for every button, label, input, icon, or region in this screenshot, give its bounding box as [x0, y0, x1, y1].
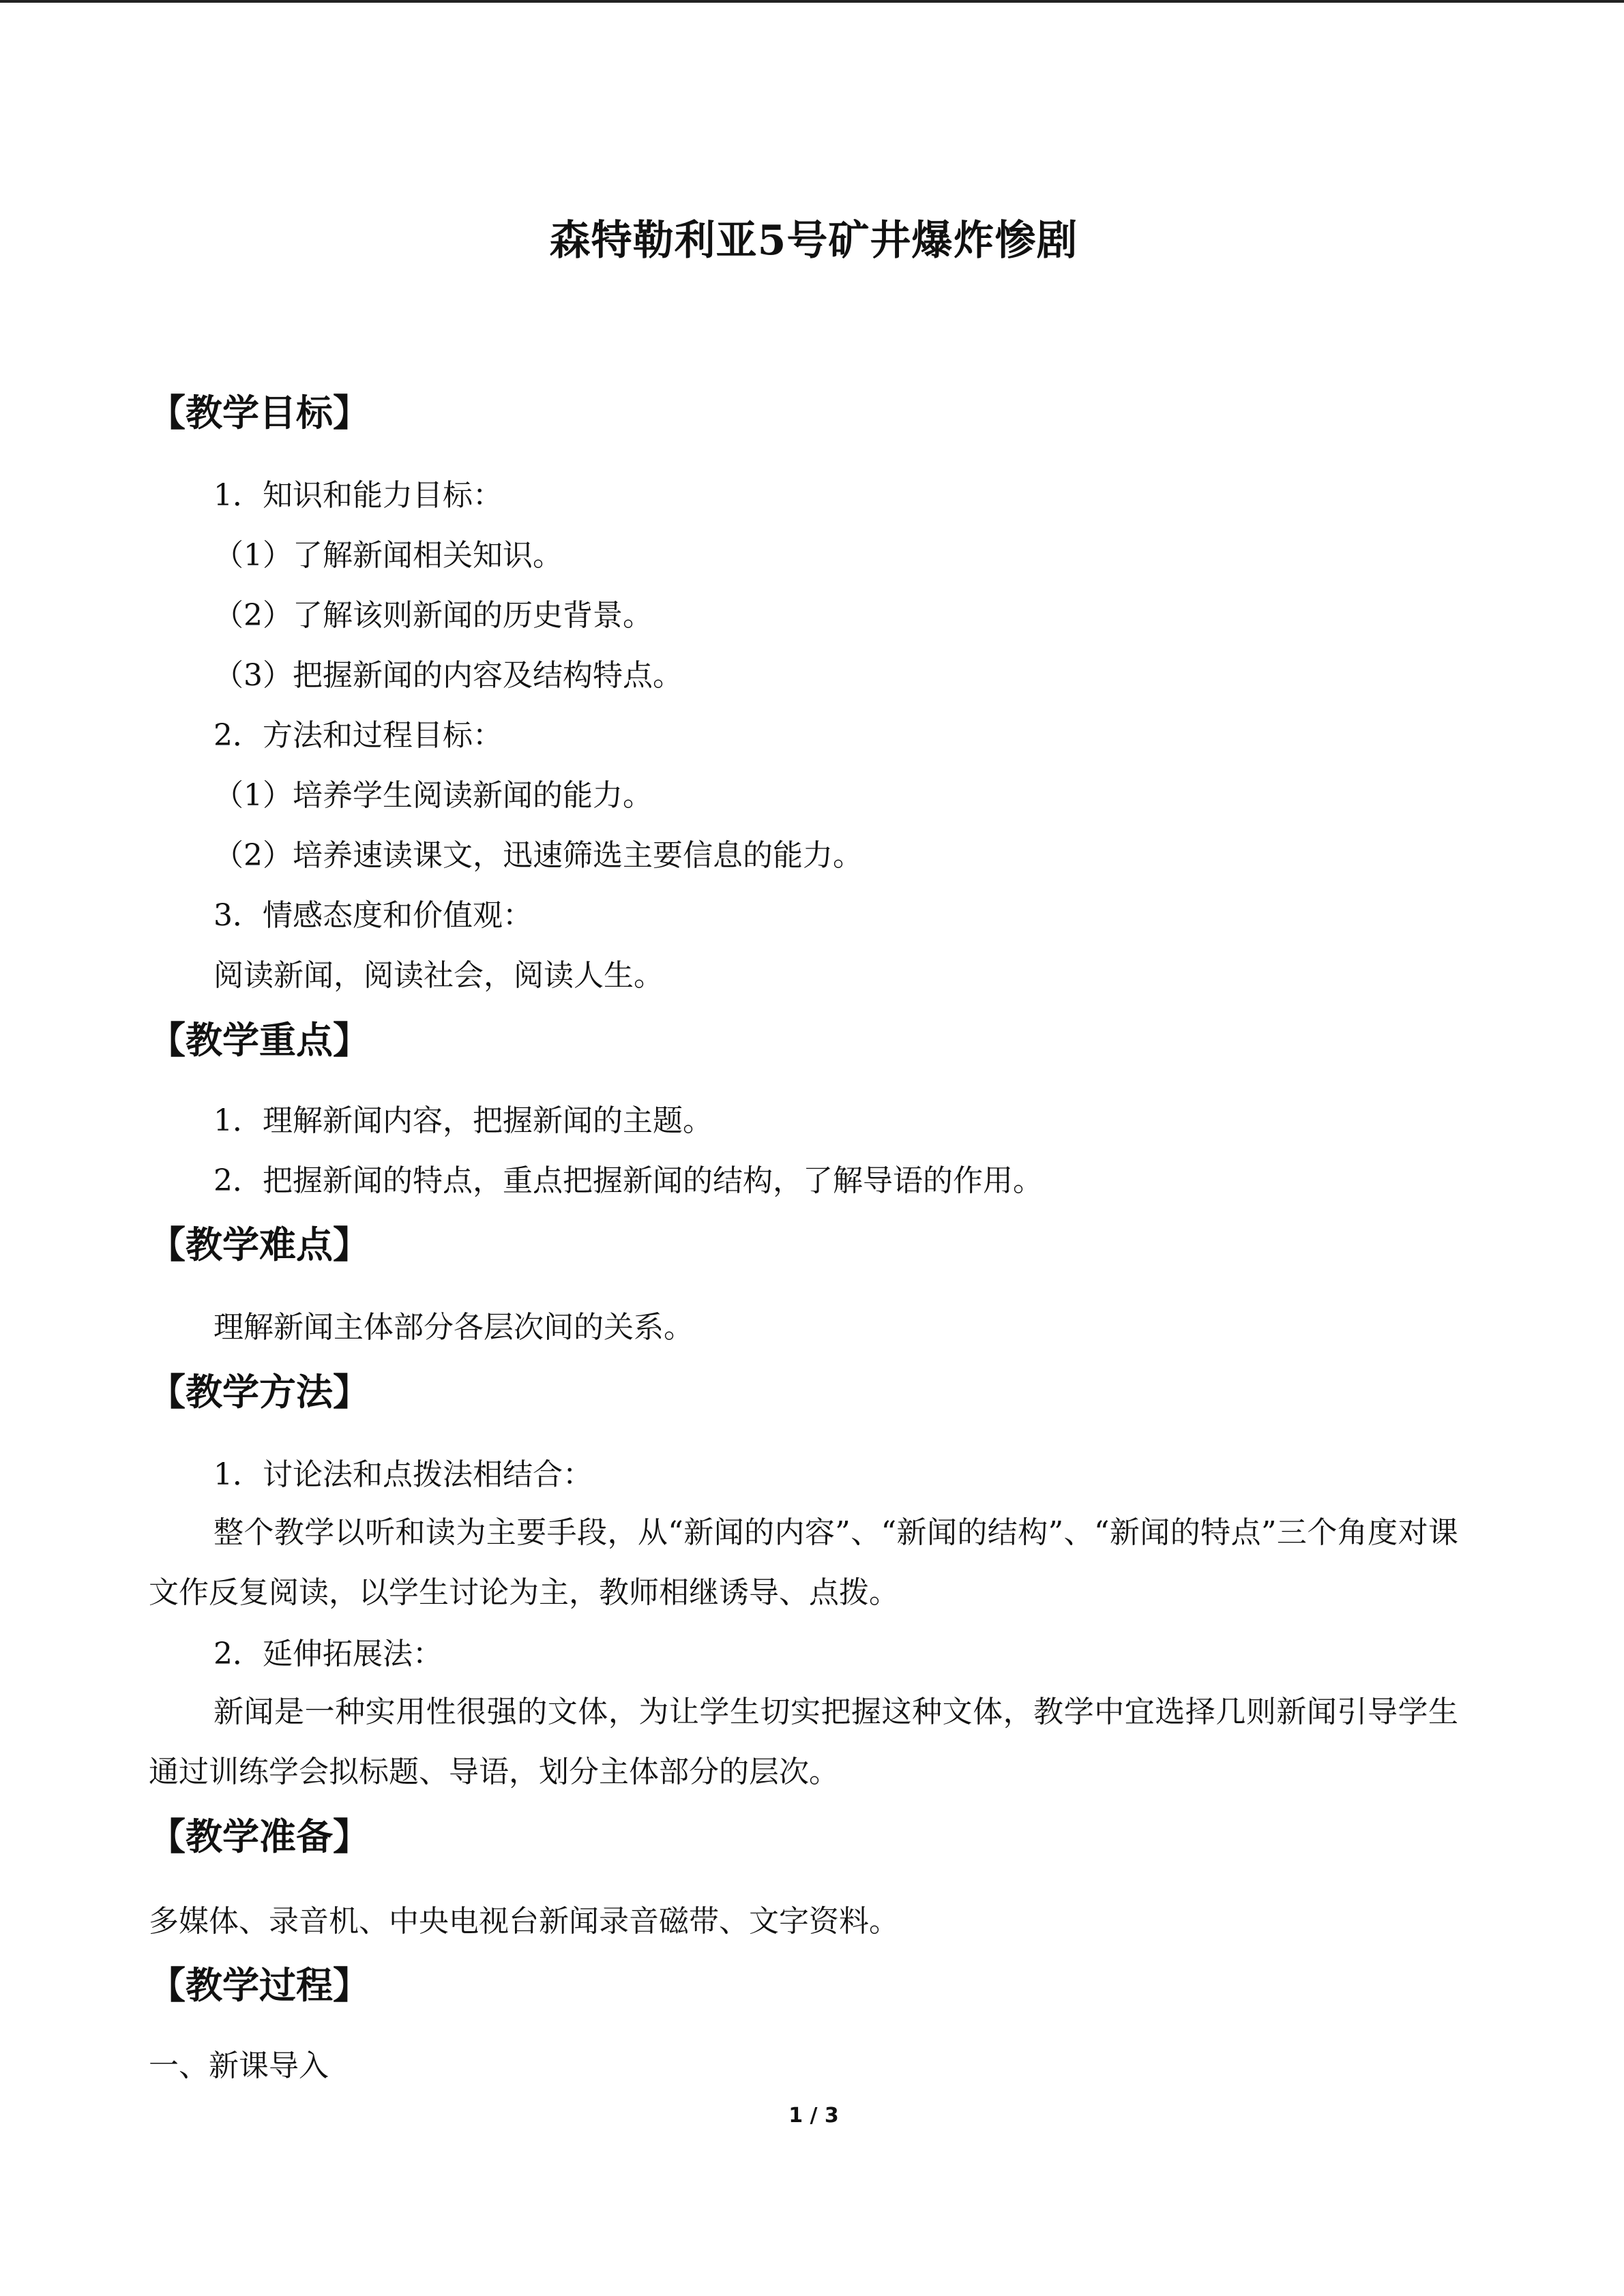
methods-paragraph-1: 整个教学以听和读为主要手段，从“新闻的内容”、“新闻的结构”、“新闻的特点”三个角度对课文作反复阅读，以学生讨论为主，教师相继诱导、点拨。: [149, 1515, 1458, 1610]
methods-paragraph-2: 新闻是一种实用性很强的文体，为让学生切实把握这种文体，教学中宜选择几则新闻引导学生通过训练学会拟标题、导语，划分主体部分的层次。: [149, 1695, 1458, 1789]
methods-line-1: 1．讨论法和点拨法相结合：: [213, 1457, 593, 1492]
difficulties-line-1: 理解新闻主体部分各层次间的关系。: [213, 1310, 694, 1345]
process-line-1: 一、新课导入: [149, 2048, 329, 2083]
section-heading-preparation: 【教学准备】: [149, 1815, 370, 1858]
document-title: 森特勒利亚5号矿井爆炸惨剧: [549, 217, 1078, 265]
methods-line-3: 2．延伸拓展法：: [213, 1637, 443, 1671]
objectives-line-1: 1．知识和能力目标：: [213, 478, 503, 513]
objectives-line-2: （1）了解新闻相关知识。: [213, 538, 563, 573]
preparation-line-1: 多媒体、录音机、中央电视台新闻录音磁带、文字资料。: [149, 1904, 899, 1939]
objectives-line-6: （1）培养学生阅读新闻的能力。: [213, 778, 653, 813]
keypoints-line-2: 2．把握新闻的特点，重点把握新闻的结构，了解导语的作用。: [213, 1163, 1043, 1198]
page-indicator: 1 / 3: [788, 2104, 839, 2128]
section-heading-difficulties: 【教学难点】: [149, 1223, 370, 1266]
objectives-line-5: 2．方法和过程目标：: [213, 718, 503, 753]
keypoints-line-1: 1．理解新闻内容，把握新闻的主题。: [213, 1103, 713, 1138]
objectives-line-3: （2）了解该则新闻的历史背景。: [213, 598, 653, 633]
section-heading-objectives: 【教学目标】: [149, 391, 370, 434]
objectives-line-7: （2）培养速读课文，迅速筛选主要信息的能力。: [213, 838, 863, 873]
section-heading-methods: 【教学方法】: [149, 1370, 370, 1414]
objectives-line-8: 3．情感态度和价值观：: [213, 898, 533, 933]
document-page: [149, 0, 1479, 2296]
objectives-line-4: （3）把握新闻的内容及结构特点。: [213, 658, 683, 693]
section-heading-process: 【教学过程】: [149, 1963, 370, 2007]
section-heading-keypoints: 【教学重点】: [149, 1018, 370, 1062]
objectives-line-9: 阅读新闻，阅读社会，阅读人生。: [213, 958, 664, 993]
